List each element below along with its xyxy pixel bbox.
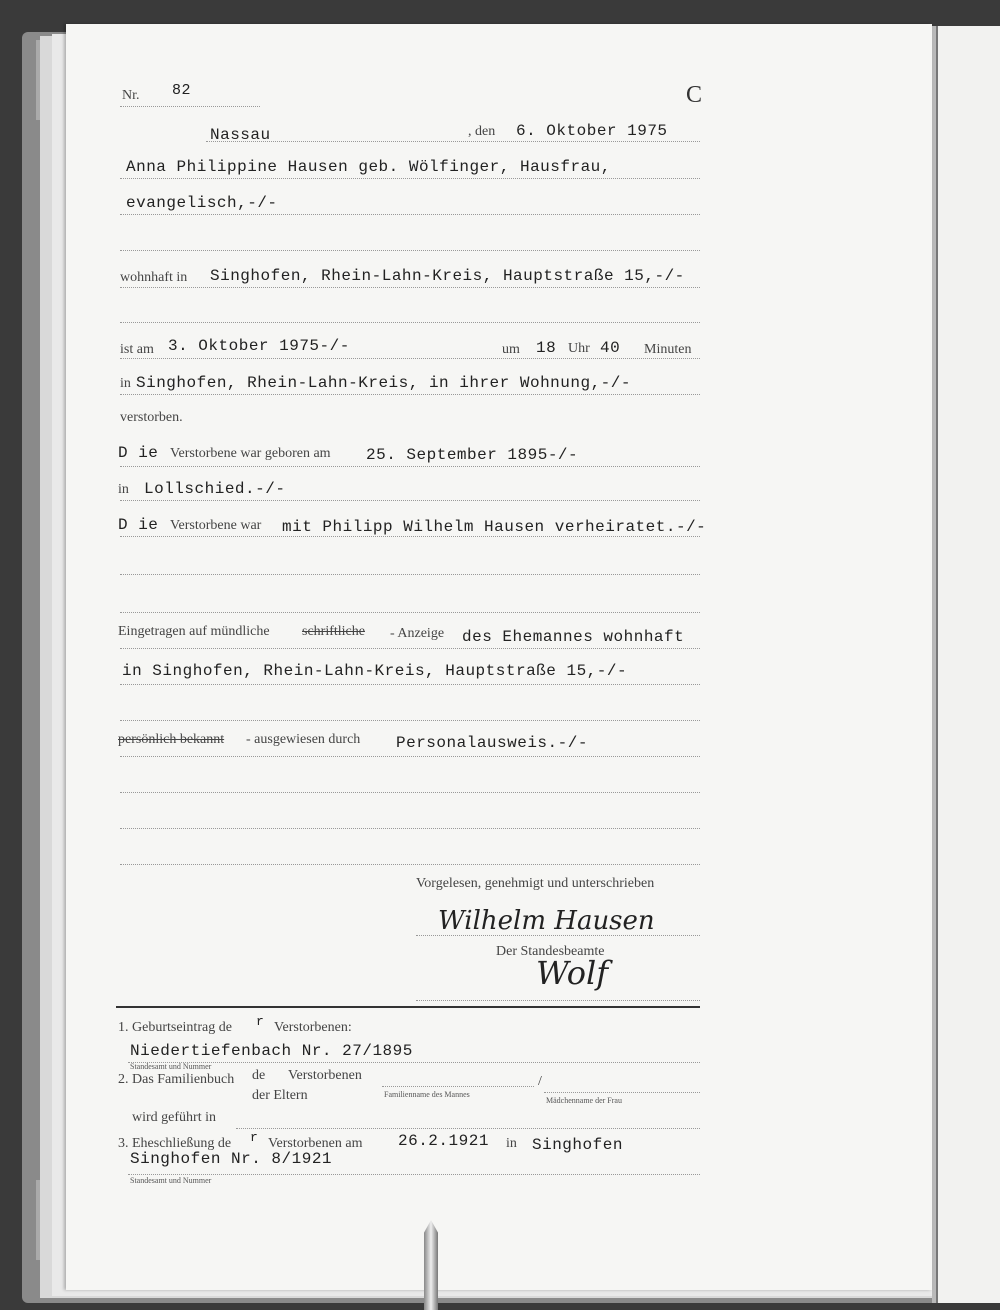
identity-rule (120, 756, 700, 757)
death-date-value: 3. Oktober 1975-/- (168, 337, 350, 355)
note2-small-man: Familienname des Mannes (384, 1090, 470, 1099)
report-value-2: in Singhofen, Rhein-Lahn-Kreis, Hauptstraße 15,-/- (122, 662, 628, 680)
marriage-prefix: D ie (118, 516, 159, 534)
report-rule-1 (120, 648, 700, 649)
birth-place-rule (120, 500, 700, 501)
birth-label: Verstorbene war geboren am (170, 446, 331, 461)
uhr-label: Uhr (568, 341, 590, 356)
blank-rule-6 (120, 828, 700, 829)
note2-man-rule (382, 1086, 534, 1087)
registrar-label: Der Standesbeamte (496, 944, 605, 959)
note3-label: 3. Eheschließung de (118, 1136, 232, 1151)
note2-small-woman: Mädchenname der Frau (546, 1096, 622, 1105)
note3-label-end: Verstorbenen am (268, 1136, 363, 1151)
um-label: um (502, 342, 520, 357)
report-value-1: des Ehemannes wohnhaft (462, 628, 685, 646)
note3-place: Singhofen (532, 1136, 623, 1154)
date-value: 6. Oktober 1975 (516, 122, 668, 140)
note2-wird: wird geführt in (132, 1110, 216, 1125)
death-hour: 18 (536, 339, 557, 357)
facing-page (936, 26, 1000, 1303)
note1-label-end: Verstorbenen: (274, 1020, 352, 1035)
death-place-rule (120, 394, 700, 395)
marriage-value: mit Philipp Wilhelm Hausen verheiratet.-/- (282, 518, 707, 536)
blank-rule-2 (120, 574, 700, 575)
residence-rule (120, 287, 700, 288)
signature-informant: Wilhelm Hausen (438, 906, 655, 936)
person-line1: Anna Philippine Hausen geb. Wölfinger, Hausfrau, (126, 158, 611, 176)
note2-woman-rule (544, 1092, 700, 1093)
report-label-start: Eingetragen auf mündliche (118, 624, 270, 639)
note3-rule (128, 1174, 700, 1175)
signature-rule-1 (416, 935, 700, 936)
note3-date: 26.2.1921 (398, 1132, 489, 1150)
marriage-rule (120, 536, 700, 537)
verstorben-label: verstorben. (120, 410, 183, 425)
death-date-rule (120, 358, 700, 359)
note3-sup: r (250, 1130, 259, 1145)
residence-label: wohnhaft in (120, 270, 188, 285)
report-label-end: - Anzeige (390, 626, 445, 641)
birth-date-rule (120, 466, 700, 467)
death-place-label: in (120, 376, 131, 391)
register-page (66, 24, 932, 1290)
signature-registrar: Wolf (536, 954, 609, 992)
nr-underline (120, 106, 260, 107)
report-rule-2 (120, 684, 700, 685)
closing-text: Vorgelesen, genehmigt und unterschrieben (416, 876, 655, 891)
marriage-label: Verstorbene war (170, 518, 262, 533)
note1-rule (128, 1062, 700, 1063)
person-line2-rule (120, 214, 700, 215)
note3-small: Standesamt und Nummer (130, 1176, 212, 1185)
note1-label: 1. Geburtseintrag de (118, 1020, 232, 1035)
identity-value: Personalausweis.-/- (396, 734, 588, 752)
blank-rule-5 (120, 792, 700, 793)
note2-verstorbenen: Verstorbenen (288, 1068, 362, 1083)
birth-prefix: D ie (118, 444, 159, 462)
report-struck: schriftliche (302, 624, 365, 639)
note1-small: Standesamt und Nummer (130, 1062, 212, 1071)
residence-value: Singhofen, Rhein-Lahn-Kreis, Hauptstraße 15,-/- (210, 267, 685, 285)
section-divider (116, 1006, 700, 1008)
note3-in: in (506, 1136, 517, 1151)
identity-label: - ausgewiesen durch (246, 732, 361, 747)
birth-place: Lollschied.-/- (144, 480, 286, 498)
note2-eltern: der Eltern (252, 1088, 308, 1103)
birth-place-label: in (118, 482, 129, 497)
note2-slash: / (538, 1074, 542, 1089)
person-line1-rule (120, 178, 700, 179)
blank-rule-7 (120, 864, 700, 865)
note1-sup: r (256, 1014, 265, 1029)
minuten-label: Minuten (644, 342, 692, 357)
pen-tip (424, 1220, 438, 1310)
note2-label: 2. Das Familienbuch (118, 1072, 235, 1087)
letter-c: C (686, 82, 703, 108)
blank-rule-3 (120, 612, 700, 613)
note2-de: de (252, 1068, 266, 1083)
place-value: Nassau (210, 126, 271, 144)
note2-rule (236, 1128, 700, 1129)
person-line2: evangelisch,-/- (126, 194, 278, 212)
note3-value: Singhofen Nr. 8/1921 (130, 1150, 333, 1168)
signature-rule-2 (416, 1000, 700, 1001)
death-place-value: Singhofen, Rhein-Lahn-Kreis, in ihrer Wohnung,-/- (136, 374, 631, 392)
blank-rule-4 (120, 720, 700, 721)
nr-label: Nr. (122, 88, 140, 103)
note1-value: Niedertiefenbach Nr. 27/1895 (130, 1042, 413, 1060)
identity-struck: persönlich bekannt (118, 732, 225, 747)
blank-rule-1 (120, 322, 700, 323)
death-minutes: 40 (600, 339, 621, 357)
nr-value: 82 (172, 82, 192, 99)
person-line3-rule (120, 250, 700, 251)
den-label: , den (468, 124, 496, 139)
place-date-line (206, 141, 700, 142)
death-date-label: ist am (120, 342, 154, 357)
birth-date: 25. September 1895-/- (366, 446, 579, 464)
